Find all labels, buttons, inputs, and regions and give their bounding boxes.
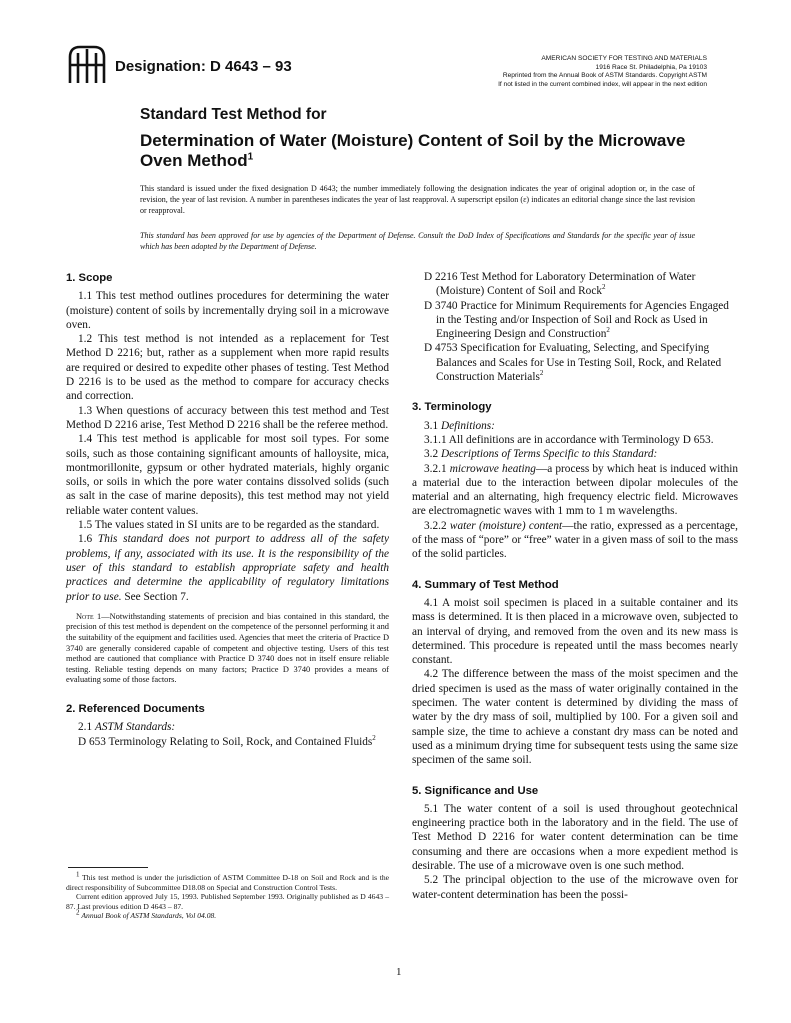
footnote-1-edition: Current edition approved July 15, 1993. Published September 1993. Originally published as D 4643 – 87. Last previous edition D 4643 – 87. bbox=[66, 892, 389, 911]
footnote-1 bbox=[66, 870, 390, 892]
astm-standards-label: ASTM Standards: bbox=[94, 721, 176, 734]
defined-term: microwave heating bbox=[449, 462, 536, 475]
reference-text: D 653 Terminology Relating to Soil, Rock, and Contained Fluids bbox=[78, 735, 373, 748]
paragraph-5-2: 5.2 The principal objection to the use of the microwave oven for water-content determination has been the possi- bbox=[412, 874, 738, 901]
paragraph-3-1-1: 3.1.1 All definitions are in accordance with Terminology D 653. bbox=[424, 433, 714, 446]
note-text: —Notwithstanding statements of precision and bias contained in this standard, the precision of this test method is dependent on the competence of the personnel performing it and the suitability of the equipment and facilities used. Agencies that meet the criteria of Practice D 3740 are generally considered capable of competent and objective testing. Users of this test method are cautioned that compliance with Practice D 3740 does not in itself ensure reliable testing. Reliable testing depends on many factors; Practice D 3740 provides a means of evaluating some of those factors. bbox=[66, 611, 390, 685]
footnote-mark: 2 bbox=[372, 733, 376, 742]
astm-logo bbox=[66, 43, 108, 87]
paragraph-number: 1.6 bbox=[78, 533, 93, 546]
publisher-line: 1916 Race St. Philadelphia, Pa 19103 bbox=[595, 63, 707, 71]
section-heading-summary: 4. Summary of Test Method bbox=[412, 578, 559, 591]
paragraph-number: 3.2.1 bbox=[424, 462, 447, 475]
section-reference: See Section 7. bbox=[124, 590, 189, 603]
left-column bbox=[66, 271, 389, 749]
footnote-mark: 1 bbox=[76, 870, 80, 879]
note-label: Note 1 bbox=[76, 611, 102, 621]
publisher-block bbox=[407, 55, 707, 89]
publisher-line: AMERICAN SOCIETY FOR TESTING AND MATERIALS bbox=[541, 55, 707, 62]
footnote-mark: 2 bbox=[76, 908, 80, 917]
footnote-2 bbox=[66, 908, 389, 921]
safety-caveat: This standard does not purport to address all of the safety problems, if any, associated with its use. It is the responsibility of the user of this standard to establish appropriate safety and health practices and determine the applicability of regulatory limitations prior to use. bbox=[66, 533, 390, 603]
dod-note: This standard has been approved for use by agencies of the Department of Defense. Consult the DoD Index of Specifications and Standards for the specific year of issue which has been adopted by the Department of Defense. bbox=[140, 231, 695, 251]
title-footnote-mark: 1 bbox=[247, 150, 254, 162]
footnote-mark: 2 bbox=[539, 369, 544, 378]
paragraph-1-3: 1.3 When questions of accuracy between this test method and Test Method D 2216 arise, Test Method D 2216 shall be the referee method. bbox=[66, 404, 389, 431]
note-1 bbox=[66, 612, 389, 686]
footnotes bbox=[66, 870, 390, 921]
designation: Designation: D 4643 – 93 bbox=[115, 58, 292, 75]
paragraph-1-2: 1.2 This test method is not intended as a replacement for Test Method D 2216; but, rather as a supplement when more rapid results are required or desired to expedite other phases of testing. Test Method D 2216 is to be used as the method to compare for accuracy checks and correction. bbox=[66, 333, 389, 403]
reference-d4753 bbox=[424, 341, 738, 384]
reference-d3740 bbox=[424, 299, 738, 342]
section-heading-terminology: 3. Terminology bbox=[412, 401, 492, 414]
paragraph-5-1: 5.1 The water content of a soil is used throughout geotechnical engineering practice both in the laboratory and in the field. The use of Test Method D 2216 for water content determination can be time consuming and there are occasions when a more expedient method is desirable. The use of a microwave oven is one such method. bbox=[412, 802, 738, 872]
paragraph-number: 2.1 bbox=[78, 721, 93, 734]
paragraph-number: 3.1 bbox=[424, 419, 439, 432]
subheading: Definitions: bbox=[440, 419, 495, 432]
reference-d2216 bbox=[424, 270, 738, 299]
section-heading-significance: 5. Significance and Use bbox=[412, 784, 539, 797]
paragraph-3-1 bbox=[412, 419, 738, 433]
reference-text: D 3740 Practice for Minimum Requirements for Agencies Engaged in the Testing and/or Inspection of Soil and Rock as Used in Engineering Design and Construction bbox=[424, 299, 729, 341]
definition-text: —a process by which heat is induced within a material due to the interaction between dipolar molecules of the material and an alternating, high frequency electric field. Microwaves are electromagnetic waves with 1 mm to 1 m wavelengths. bbox=[412, 462, 739, 518]
title-line-2 bbox=[140, 131, 700, 170]
definition-text: —the ratio, expressed as a percentage, of the mass of “pore” or “free” water in a given mass of soil to the mass of the solid particles. bbox=[412, 519, 739, 561]
reference-text: D 2216 Test Method for Laboratory Determination of Water (Moisture) Content of Soil and Rock bbox=[424, 271, 696, 298]
footnote-text: This test method is under the jurisdiction of ASTM Committee D-18 on Soil and Rock and is the direct responsibility of Subcommittee D18.08 on Special and Construction Control Tests. bbox=[66, 873, 390, 892]
document-title bbox=[140, 106, 700, 170]
reference-text: D 4753 Specification for Evaluating, Selecting, and Specifying Balances and Scales for Use in Testing Soil, Rock, and Related Construction Materials bbox=[424, 342, 722, 384]
footnote-divider bbox=[68, 867, 148, 868]
subheading: Descriptions of Terms Specific to this Standard: bbox=[440, 448, 658, 461]
reference-d653 bbox=[78, 735, 389, 749]
paragraph-2-1 bbox=[66, 720, 389, 734]
publisher-line: Reprinted from the Annual Book of ASTM Standards. Copyright ASTM bbox=[502, 72, 707, 79]
paragraph-number: 3.2 bbox=[424, 448, 439, 461]
footnote-text: Annual Book of ASTM Standards, Vol 04.08. bbox=[81, 911, 217, 921]
title-line-1: Standard Test Method for bbox=[140, 106, 327, 123]
paragraph-1-4: 1.4 This test method is applicable for most soil types. For some soils, such as those containing significant amounts of halloysite, mica, montmorillonite, gypsum or other hydrated materials, highly organic soils, or soils in which the pore water contains dissolved solids (such as salt in the case of marine deposits), this test method may not yield reliable water content values. bbox=[66, 433, 389, 517]
paragraph-1-1: 1.1 This test method outlines procedures for determining the water (moisture) content of soils by incrementally drying soil in a microwave oven. bbox=[66, 290, 389, 331]
paragraph-1-5: 1.5 The values stated in SI units are to be regarded as the standard. bbox=[78, 519, 380, 532]
page-number: 1 bbox=[396, 966, 402, 978]
issuance-statement: This standard is issued under the fixed designation D 4643; the number immediately following the designation indicates the year of original adoption or, in the case of revision, the year of last revision. A number in parentheses indicates the year of last reapproval. A superscript epsilon (ε) indicates an editorial change since the last revision or reapproval. bbox=[140, 184, 695, 215]
paragraph-4-1: 4.1 A moist soil specimen is placed in a suitable container and its mass is determined. It is then placed in a microwave oven, subjected to an interval of drying, and removed from the oven and its new mass is determined. This procedure is repeated until the mass becomes nearly constant. bbox=[412, 596, 738, 667]
defined-term: water (moisture) content bbox=[449, 519, 563, 532]
definition-microwave-heating bbox=[412, 462, 738, 519]
title-main: Determination of Water (Moisture) Content of Soil by the Microwave Oven Method bbox=[140, 131, 686, 170]
section-heading-references: 2. Referenced Documents bbox=[66, 702, 205, 715]
right-column bbox=[412, 270, 738, 902]
footnote-mark: 2 bbox=[606, 326, 610, 335]
paragraph-3-2 bbox=[412, 447, 738, 461]
publisher-line: If not listed in the current combined index, will appear in the next edition bbox=[498, 80, 707, 88]
definition-water-content bbox=[412, 519, 738, 562]
paragraph-4-2: 4.2 The difference between the mass of the moist specimen and the dried specimen is used as the mass of water originally contained in the specimen. The water content is determined by dividing the mass of water by the dry mass of soil, multiplied by 100. For a given soil and sample size, the time to achieve a constant dry mass can be noted and used as a minimum drying time for subsequent tests using the same size specimen of the same soil. bbox=[412, 668, 738, 767]
paragraph-1-6 bbox=[66, 532, 389, 603]
paragraph-number: 3.2.2 bbox=[424, 519, 447, 532]
section-heading-scope: 1. Scope bbox=[66, 272, 113, 284]
footnote-mark: 2 bbox=[601, 283, 606, 292]
